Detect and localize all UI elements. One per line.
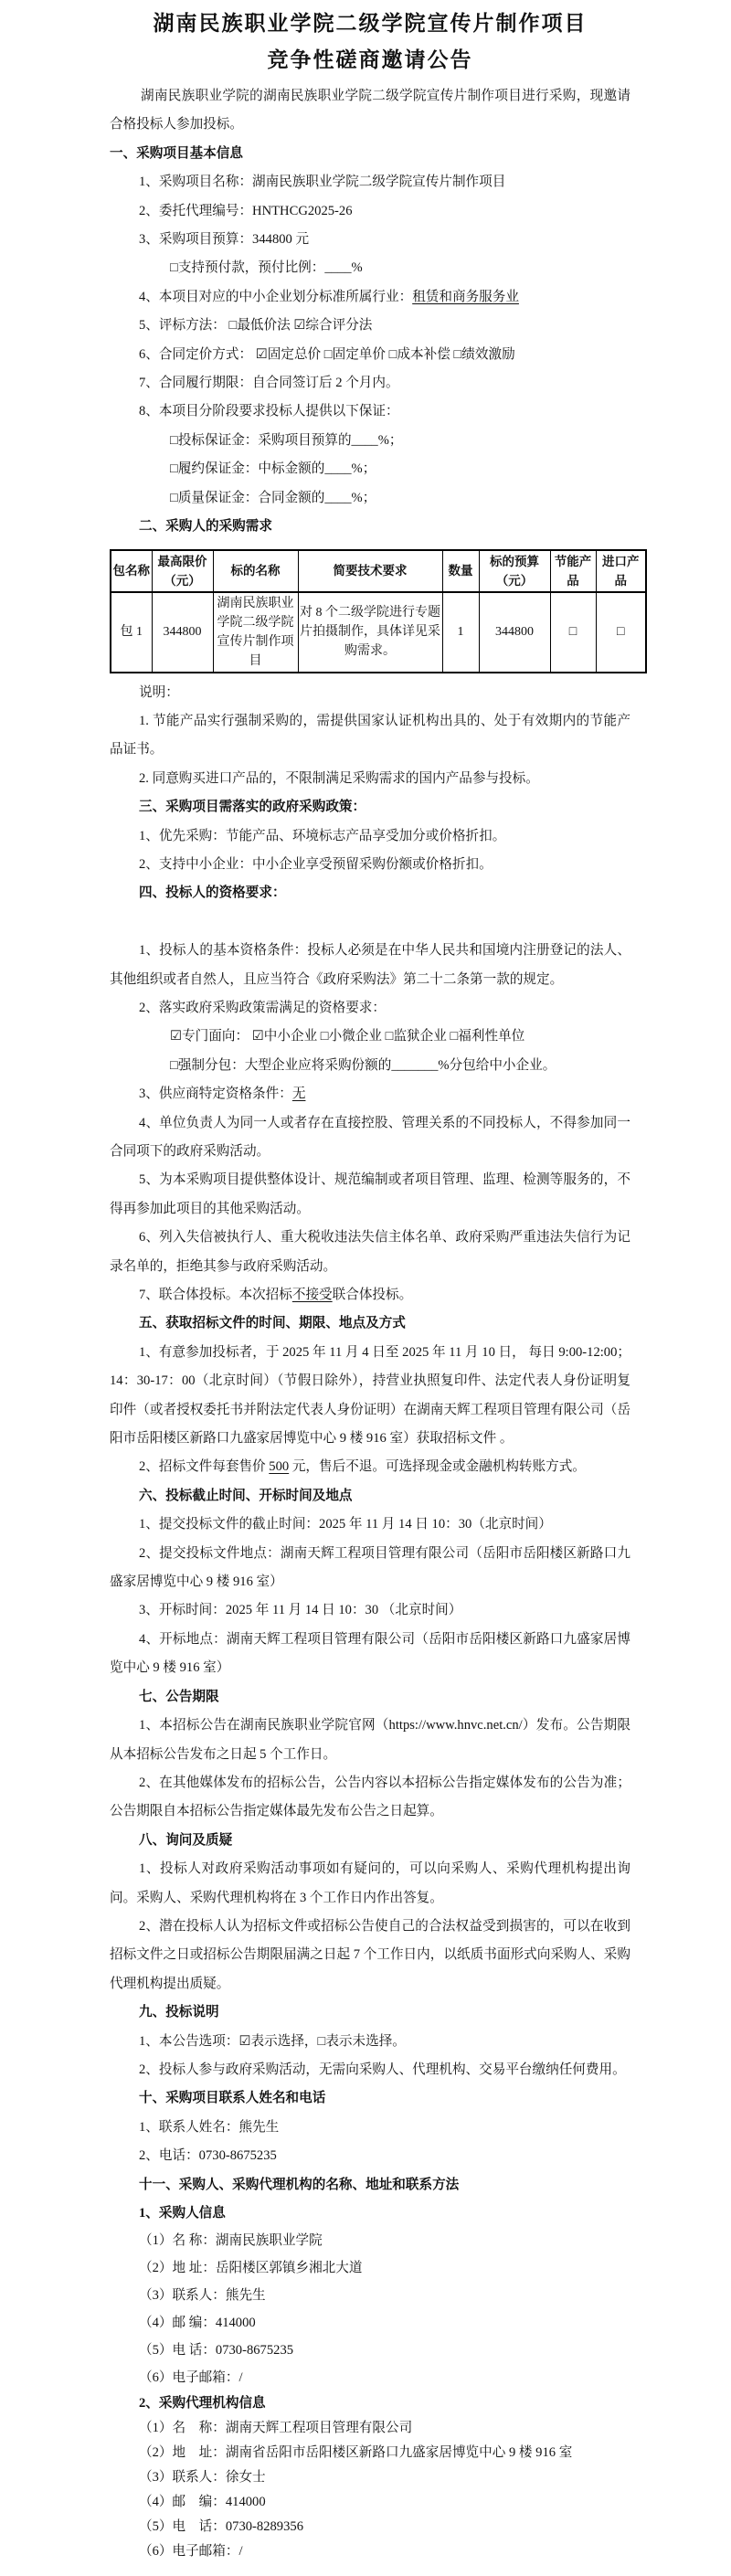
- s1-item-8-bid-bond: □投标保证金：采购项目预算的____%；: [170, 432, 403, 448]
- s4-item-7-text: 7、联合体投标。本次招标: [139, 1288, 292, 1303]
- agency-email: （6）电子邮箱：/: [139, 2544, 243, 2560]
- s4-item-5: 5、为本采购项目提供整体设计、规范编制或者项目管理、监理、检测等服务的，不得再参加此项目的其他采购活动。: [110, 1172, 630, 1216]
- purchaser-name: （1）名 称：湖南民族职业学院: [139, 2233, 323, 2249]
- s4-item-6: 6、列入失信被执行人、重大税收违法失信主体名单、政府采购严重违法失信行为记录名单的，拒绝其参与政府采购活动。: [110, 1230, 630, 1274]
- col-header-subject-name: 标的名称: [213, 550, 298, 592]
- s9-item-1: 1、本公告选项：☑表示选择，□表示未选择。: [139, 2033, 406, 2049]
- s7-item-2: 2、在其他媒体发布的招标公告，公告内容以本招标公告指定媒体发布的公告为准；公告期限自本招标公告指定媒体最先发布公告之日起算。: [110, 1775, 630, 1819]
- section-2-heading: 二、采购人的采购需求: [139, 519, 272, 535]
- cell-subject-name: 湖南民族职业学院二级学院宣传片制作项目: [213, 592, 298, 673]
- s10-item-1: 1、联系人姓名：熊先生: [139, 2119, 280, 2135]
- purchaser-zipcode: （4）邮 编：414000: [139, 2316, 256, 2331]
- section-8-heading: 八、询问及质疑: [139, 1832, 233, 1848]
- s4-item-2: 2、落实政府采购政策需满足的资格要求：: [139, 1000, 386, 1015]
- s5-item-2: [110, 1453, 630, 1481]
- s2-note-1: 1. 节能产品实行强制采购的，需提供国家认证机构出具的、处于有效期内的节能产品证书。: [110, 713, 630, 758]
- s1-item-2: 2、委托代理编号：HNTHCG2025-26: [139, 203, 353, 218]
- col-header-tech-requirements: 简要技术要求: [298, 550, 442, 592]
- section-5-heading: 五、获取招标文件的时间、期限、地点及方式: [139, 1316, 406, 1331]
- col-header-energy-saving: 节能产品: [550, 550, 596, 592]
- col-header-max-price: 最高限价（元）: [152, 550, 213, 592]
- agency-name: （1）名 称：湖南天辉工程项目管理有限公司: [139, 2421, 413, 2436]
- col-header-budget: 标的预算（元）: [479, 550, 550, 592]
- section-7-heading: 七、公告期限: [139, 1689, 219, 1704]
- section-11-heading: 十一、采购人、采购代理机构的名称、地址和联系方法: [139, 2177, 460, 2192]
- s2-note-2: 2. 同意购买进口产品的，不限制满足采购需求的国内产品参与投标。: [139, 770, 539, 786]
- section-6-heading: 六、投标截止时间、开标时间及地点: [139, 1488, 353, 1503]
- s1-item-4-industry: 租赁和商务服务业: [412, 289, 519, 304]
- intro-paragraph: 湖南民族职业学院的湖南民族职业学院二级学院宣传片制作项目进行采购，现邀请合格投标人参加投标。: [110, 89, 630, 133]
- s1-item-8-quality-bond: □质量保证金：合同金额的____%；: [170, 490, 376, 505]
- s1-item-3: 3、采购项目预算：344800 元: [139, 232, 310, 248]
- s6-item-1: 1、提交投标文件的截止时间：2025 年 11 月 14 日 10：30（北京时间）: [139, 1517, 552, 1532]
- purchaser-address: （2）地 址：岳阳楼区郭镇乡湘北大道: [139, 2261, 363, 2276]
- document-title-line2: 竞争性磋商邀请公告: [267, 48, 473, 71]
- section-1-heading: 一、采购项目基本信息: [110, 145, 243, 161]
- s5-item-2-text: 2、招标文件每套售价: [139, 1459, 270, 1475]
- purchaser-info-block: [110, 2200, 630, 2391]
- s1-item-4: [110, 283, 630, 312]
- s1-item-5: 5、评标方法： □最低价法 ☑综合评分法: [139, 318, 373, 334]
- s4-item-4: 4、单位负责人为同一人或者存在直接控股、管理关系的不同投标人，不得参加同一合同项下的政府采购活动。: [110, 1115, 630, 1159]
- section-9-heading: 九、投标说明: [139, 2005, 219, 2020]
- s3-item-2: 2、支持中小企业：中小企业享受预留采购份额或价格折扣。: [139, 856, 493, 872]
- s1-item-6: 6、合同定价方式： ☑固定总价 □固定单价 □成本补偿 □绩效激励: [139, 346, 515, 362]
- agency-address: （2）地 址：湖南省岳阳市岳阳楼区新路口九盛家居博览中心 9 楼 916 室: [139, 2445, 573, 2461]
- s4-item-3-text: 3、供应商特定资格条件：: [139, 1087, 292, 1102]
- s4-item-3-none: 无: [291, 1087, 306, 1102]
- section-10-heading: 十、采购项目联系人姓名和电话: [139, 2091, 326, 2106]
- agency-phone: （5）电 话：0730-8289356: [139, 2519, 303, 2535]
- cell-imported: [596, 592, 646, 673]
- s6-item-4: 4、开标地点：湖南天辉工程项目管理有限公司（岳阳市岳阳楼区新路口九盛家居博览中心 9 楼 916 室）: [110, 1631, 630, 1676]
- s5-item-2-text-end: 元，售后不退。可选择现金或金融机构转账方式。: [289, 1459, 586, 1475]
- cell-quantity: 1: [442, 592, 479, 673]
- s4-item-3: [110, 1080, 630, 1108]
- col-header-package: 包名称: [111, 550, 152, 592]
- s1-item-8-performance-bond: □履约保证金：中标金额的____%；: [170, 461, 376, 477]
- s6-item-2: 2、提交投标文件地点：湖南天辉工程项目管理有限公司（岳阳市岳阳楼区新路口九盛家居博览中心 9 楼 916 室）: [110, 1545, 630, 1590]
- cell-max-price: 344800: [152, 592, 213, 673]
- agency-info-block: [110, 2391, 630, 2564]
- purchaser-heading: 1、采购人信息: [139, 2206, 226, 2221]
- col-header-imported: 进口产品: [596, 550, 646, 592]
- s4-item-2-subcontract-option: □强制分包：大型企业应将采购份额的_______%分包给中小企业。: [170, 1057, 556, 1073]
- s4-item-1: 1、投标人的基本资格条件：投标人必须是在中华人民共和国境内注册登记的法人、其他组织或者自然人，且应当符合《政府采购法》第二十二条第一款的规定。: [110, 943, 630, 987]
- agency-contact: （3）联系人：徐女士: [139, 2470, 266, 2486]
- purchaser-contact: （3）联系人：熊先生: [139, 2288, 266, 2304]
- s1-item-7: 7、合同履行期限：自合同签订后 2 个月内。: [139, 376, 399, 391]
- s4-item-7: [110, 1281, 630, 1309]
- table-header-row: [111, 550, 646, 592]
- agency-heading: 2、采购代理机构信息: [139, 2396, 266, 2412]
- s7-item-1: 1、本招标公告在湖南民族职业学院官网（https://www.hnvc.net.cn/）发布。公告期限从本招标公告发布之日起 5 个工作日。: [110, 1718, 630, 1762]
- col-header-quantity: 数量: [442, 550, 479, 592]
- s1-item-8: 8、本项目分阶段要求投标人提供以下保证：: [139, 404, 399, 419]
- s6-item-3: 3、开标时间：2025 年 11 月 14 日 10：30 （北京时间）: [139, 1603, 462, 1618]
- s1-item-3-prepay-option: □支持预付款，预付比例：____%: [170, 260, 363, 276]
- title-block: [110, 5, 630, 79]
- s4-item-7-text-end: 联合体投标。: [332, 1288, 413, 1303]
- s5-item-1: 1、有意参加投标者，于 2025 年 11 月 4 日至 2025 年 11 月 10 日， 每日 9:00-12:00；14：30-17：00（北京时间）（节假日除外），持营业执照复印件、法定代表人身份证明复印件（或者授权委托书并附法定代表人身份证明）在湖南天辉工程项目管理有限公司（岳阳市岳阳楼区新路口九盛家居博览中心 9 楼 916 室）获取招标文件 。: [110, 1344, 630, 1447]
- s5-item-2-price: 500: [269, 1459, 290, 1475]
- s3-item-1: 1、优先采购：节能产品、环境标志产品享受加分或价格折扣。: [139, 828, 506, 843]
- s4-item-7-not-accepted: 不接受: [291, 1288, 333, 1303]
- s4-item-2-targeted-option: ☑专门面向： ☑中小企业 □小微企业 □监狱企业 □福利性单位: [170, 1029, 525, 1044]
- table-row: [111, 592, 646, 673]
- checkbox-unchecked-icon: □: [617, 625, 625, 639]
- section-3-heading: 三、采购项目需落实的政府采购政策：: [139, 800, 366, 815]
- cell-package: 包 1: [111, 592, 152, 673]
- s2-note-label: 说明：: [139, 684, 179, 700]
- section-4-heading: 四、投标人的资格要求：: [139, 885, 286, 901]
- cell-energy-saving: [550, 592, 596, 673]
- s1-item-1: 1、采购项目名称：湖南民族职业学院二级学院宣传片制作项目: [139, 175, 506, 190]
- s8-item-1: 1、投标人对政府采购活动事项如有疑问的，可以向采购人、采购代理机构提出询问。采购人、采购代理机构将在 3 个工作日内作出答复。: [110, 1861, 630, 1905]
- purchaser-phone: （5）电 话：0730-8675235: [139, 2343, 294, 2359]
- cell-tech-requirements: 对 8 个二级学院进行专题片拍摄制作，具体详见采购需求。: [298, 592, 442, 673]
- procurement-requirements-table: [110, 549, 647, 673]
- s1-item-4-text: 4、本项目对应的中小企业划分标准所属行业：: [139, 289, 413, 304]
- s10-item-2: 2、电话：0730-8675235: [139, 2148, 277, 2164]
- s9-item-2: 2、投标人参与政府采购活动，无需向采购人、代理机构、交易平台缴纳任何费用。: [139, 2062, 626, 2077]
- checkbox-unchecked-icon: □: [568, 625, 577, 639]
- document-title-line1: 湖南民族职业学院二级学院宣传片制作项目: [153, 12, 588, 35]
- agency-zipcode: （4）邮 编：414000: [139, 2495, 266, 2510]
- s8-item-2: 2、潜在投标人认为招标文件或招标公告使自己的合法权益受到损害的，可以在收到招标文件之日或招标公告期限届满之日起 7 个工作日内，以纸质书面形式向采购人、采购代理机构提出质疑。: [110, 1918, 630, 1991]
- purchaser-email: （6）电子邮箱：/: [139, 2370, 243, 2386]
- cell-budget: 344800: [479, 592, 550, 673]
